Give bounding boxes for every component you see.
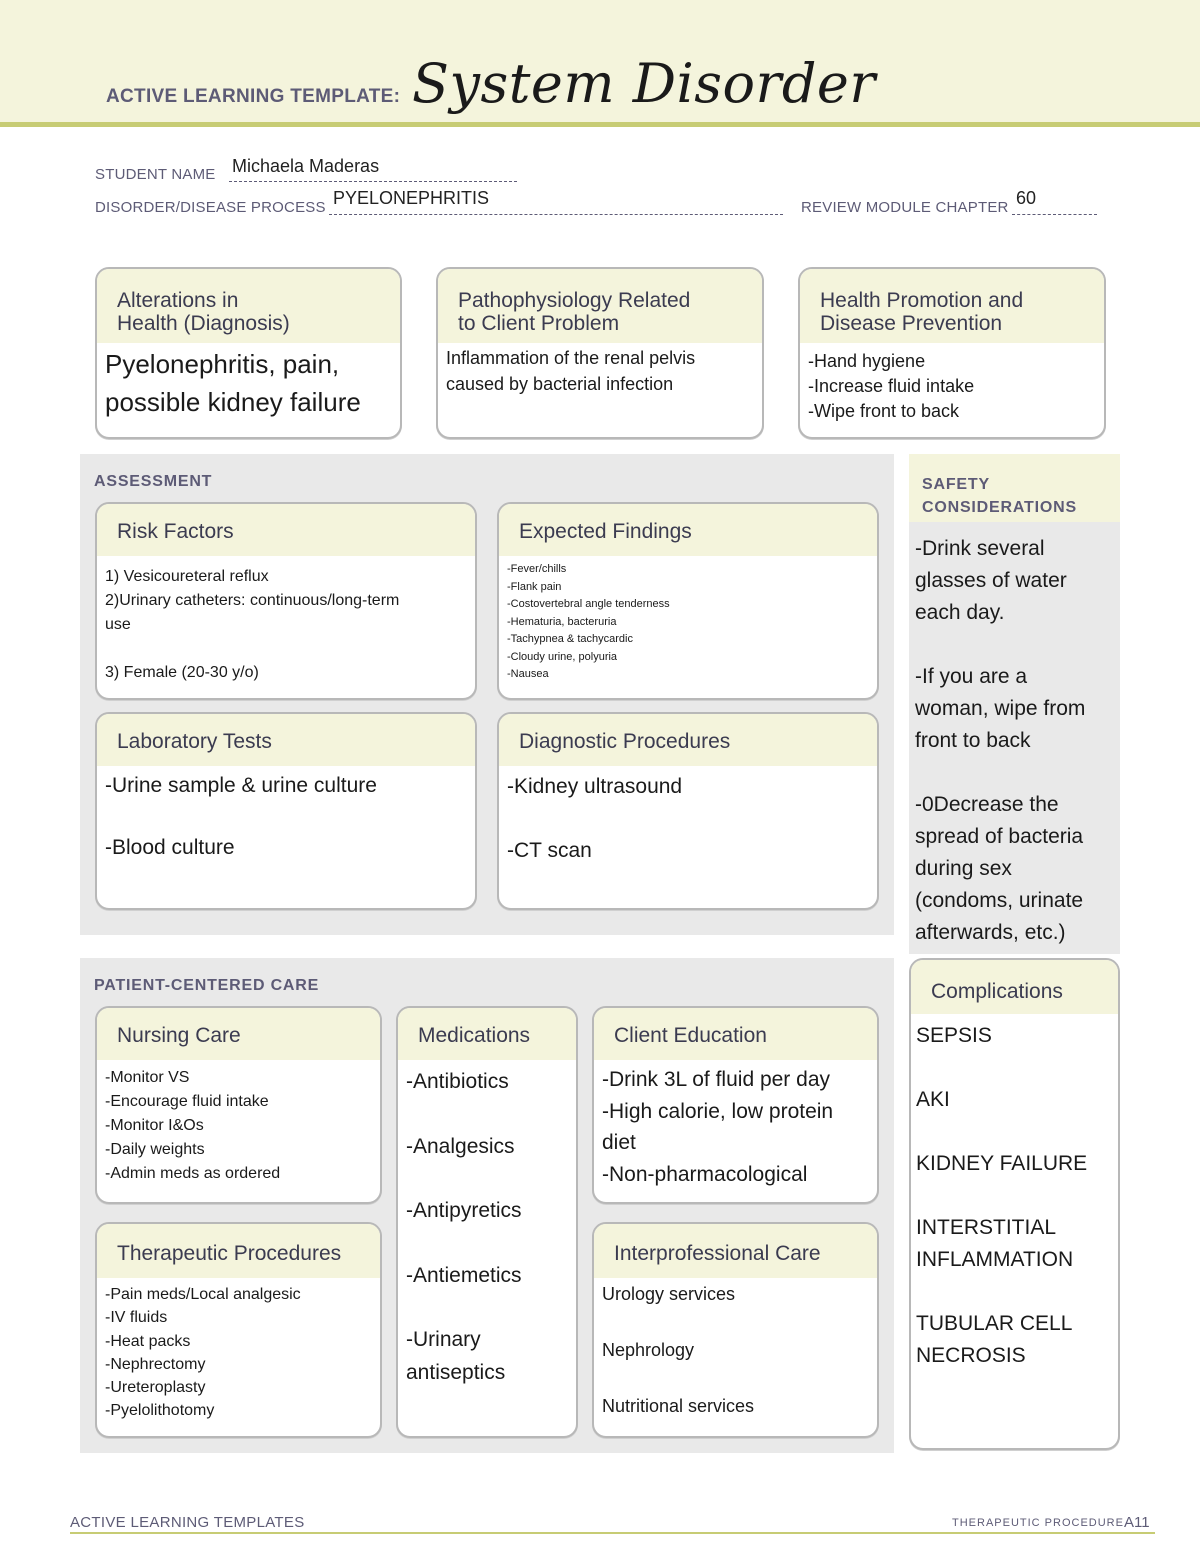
student-name-label: STUDENT NAME	[95, 166, 216, 183]
page-title: System Disorder	[412, 52, 876, 115]
complications-box	[909, 958, 1120, 1450]
safety-section-title: SAFETY CONSIDERATIONS	[922, 476, 1077, 516]
medications-box	[396, 1006, 578, 1438]
expected-findings-title: Expected Findings	[499, 504, 877, 556]
student-name-value[interactable]: Michaela Maderas	[232, 156, 380, 176]
nursing-care-box	[95, 1006, 382, 1204]
interprofessional-care-text[interactable]: Urology services Nephrology Nutritional services	[602, 1284, 755, 1416]
risk-factors-title: Risk Factors	[97, 504, 475, 556]
nursing-care-title: Nursing Care	[97, 1008, 380, 1060]
patient-care-section-title: PATIENT-CENTERED CARE	[94, 977, 320, 994]
client-education-box	[592, 1006, 879, 1204]
disorder-line	[329, 213, 783, 215]
risk-factors-box	[95, 502, 477, 700]
footer-rule	[70, 1532, 1155, 1534]
client-education-text[interactable]: -Drink 3L of fluid per day -High calorie, low protein diet -Non-pharmacological	[602, 1068, 834, 1186]
template-label: ACTIVE LEARNING TEMPLATE:	[106, 86, 401, 107]
therapeutic-procedures-text[interactable]: -Pain meds/Local analgesic -IV fluids -Heat packs -Nephrectomy -Ureteroplasty -Pyelolithotomy	[105, 1286, 301, 1420]
diagnostic-procedures-box	[497, 712, 879, 910]
expected-findings-text[interactable]: -Fever/chills -Flank pain -Costovertebral angle tenderness -Hematuria, bacteruria -Tachypnea & tachycardic -Cloudy urine, polyuria -Nausea	[507, 563, 670, 680]
complications-text[interactable]: SEPSIS AKI KIDNEY FAILURE INTERSTITIAL INFLAMMATION TUBULAR CELL NECROSIS	[916, 1024, 1088, 1367]
safety-text[interactable]: -Drink several glasses of water each day. -If you are a woman, wipe from front to back -0Decrease the spread of bacteria during sex (condoms, urinate afterwards, etc.)	[915, 537, 1086, 944]
alterations-title: Alterations in Health (Diagnosis)	[97, 269, 400, 343]
header-rule	[0, 122, 1200, 127]
pathophysiology-title: Pathophysiology Related to Client Problem	[438, 269, 762, 343]
footer-left-label: ACTIVE LEARNING TEMPLATES	[70, 1514, 305, 1531]
client-education-title: Client Education	[594, 1008, 877, 1060]
pathophysiology-box	[436, 267, 764, 439]
chapter-label: REVIEW MODULE CHAPTER	[801, 199, 1009, 216]
chapter-value[interactable]: 60	[1016, 188, 1037, 208]
laboratory-tests-box	[95, 712, 477, 910]
footer-page-number: A11	[1124, 1514, 1150, 1531]
alterations-box	[95, 267, 402, 439]
nursing-care-text[interactable]: -Monitor VS -Encourage fluid intake -Monitor I&Os -Daily weights -Admin meds as ordered	[105, 1069, 281, 1182]
therapeutic-procedures-box	[95, 1222, 382, 1438]
diagnostic-procedures-text[interactable]: -Kidney ultrasound -CT scan	[507, 775, 683, 862]
assessment-section-title: ASSESSMENT	[94, 473, 213, 490]
footer-right-label: THERAPEUTIC PROCEDURE	[952, 1517, 1124, 1529]
laboratory-tests-text[interactable]: -Urine sample & urine culture -Blood culture	[105, 774, 377, 859]
disorder-value[interactable]: PYELONEPHRITIS	[333, 188, 490, 208]
complications-title: Complications	[911, 960, 1118, 1014]
medications-text[interactable]: -Antibiotics -Analgesics -Antipyretics -Antiemetics -Urinary antiseptics	[406, 1070, 522, 1384]
disorder-label: DISORDER/DISEASE PROCESS	[95, 199, 326, 216]
medications-title: Medications	[398, 1008, 576, 1060]
student-name-line	[229, 180, 517, 182]
health-promotion-text[interactable]: -Hand hygiene -Increase fluid intake -Wipe front to back	[808, 351, 975, 421]
diagnostic-procedures-title: Diagnostic Procedures	[499, 714, 877, 766]
laboratory-tests-title: Laboratory Tests	[97, 714, 475, 766]
chapter-line	[1012, 213, 1097, 215]
interprofessional-care-box	[592, 1222, 879, 1438]
health-promotion-box	[798, 267, 1106, 439]
pathophysiology-text[interactable]: Inflammation of the renal pelvis caused by bacterial infection	[446, 348, 696, 394]
risk-factors-text[interactable]: 1) Vesicoureteral reflux 2)Urinary catheters: continuous/long-term use 3) Female (20-30 y/o)	[105, 568, 400, 681]
alterations-text[interactable]: Pyelonephritis, pain, possible kidney failure	[105, 349, 361, 417]
therapeutic-procedures-title: Therapeutic Procedures	[97, 1224, 380, 1278]
interprofessional-care-title: Interprofessional Care	[594, 1224, 877, 1278]
health-promotion-title: Health Promotion and Disease Prevention	[800, 269, 1104, 343]
expected-findings-box	[497, 502, 879, 700]
